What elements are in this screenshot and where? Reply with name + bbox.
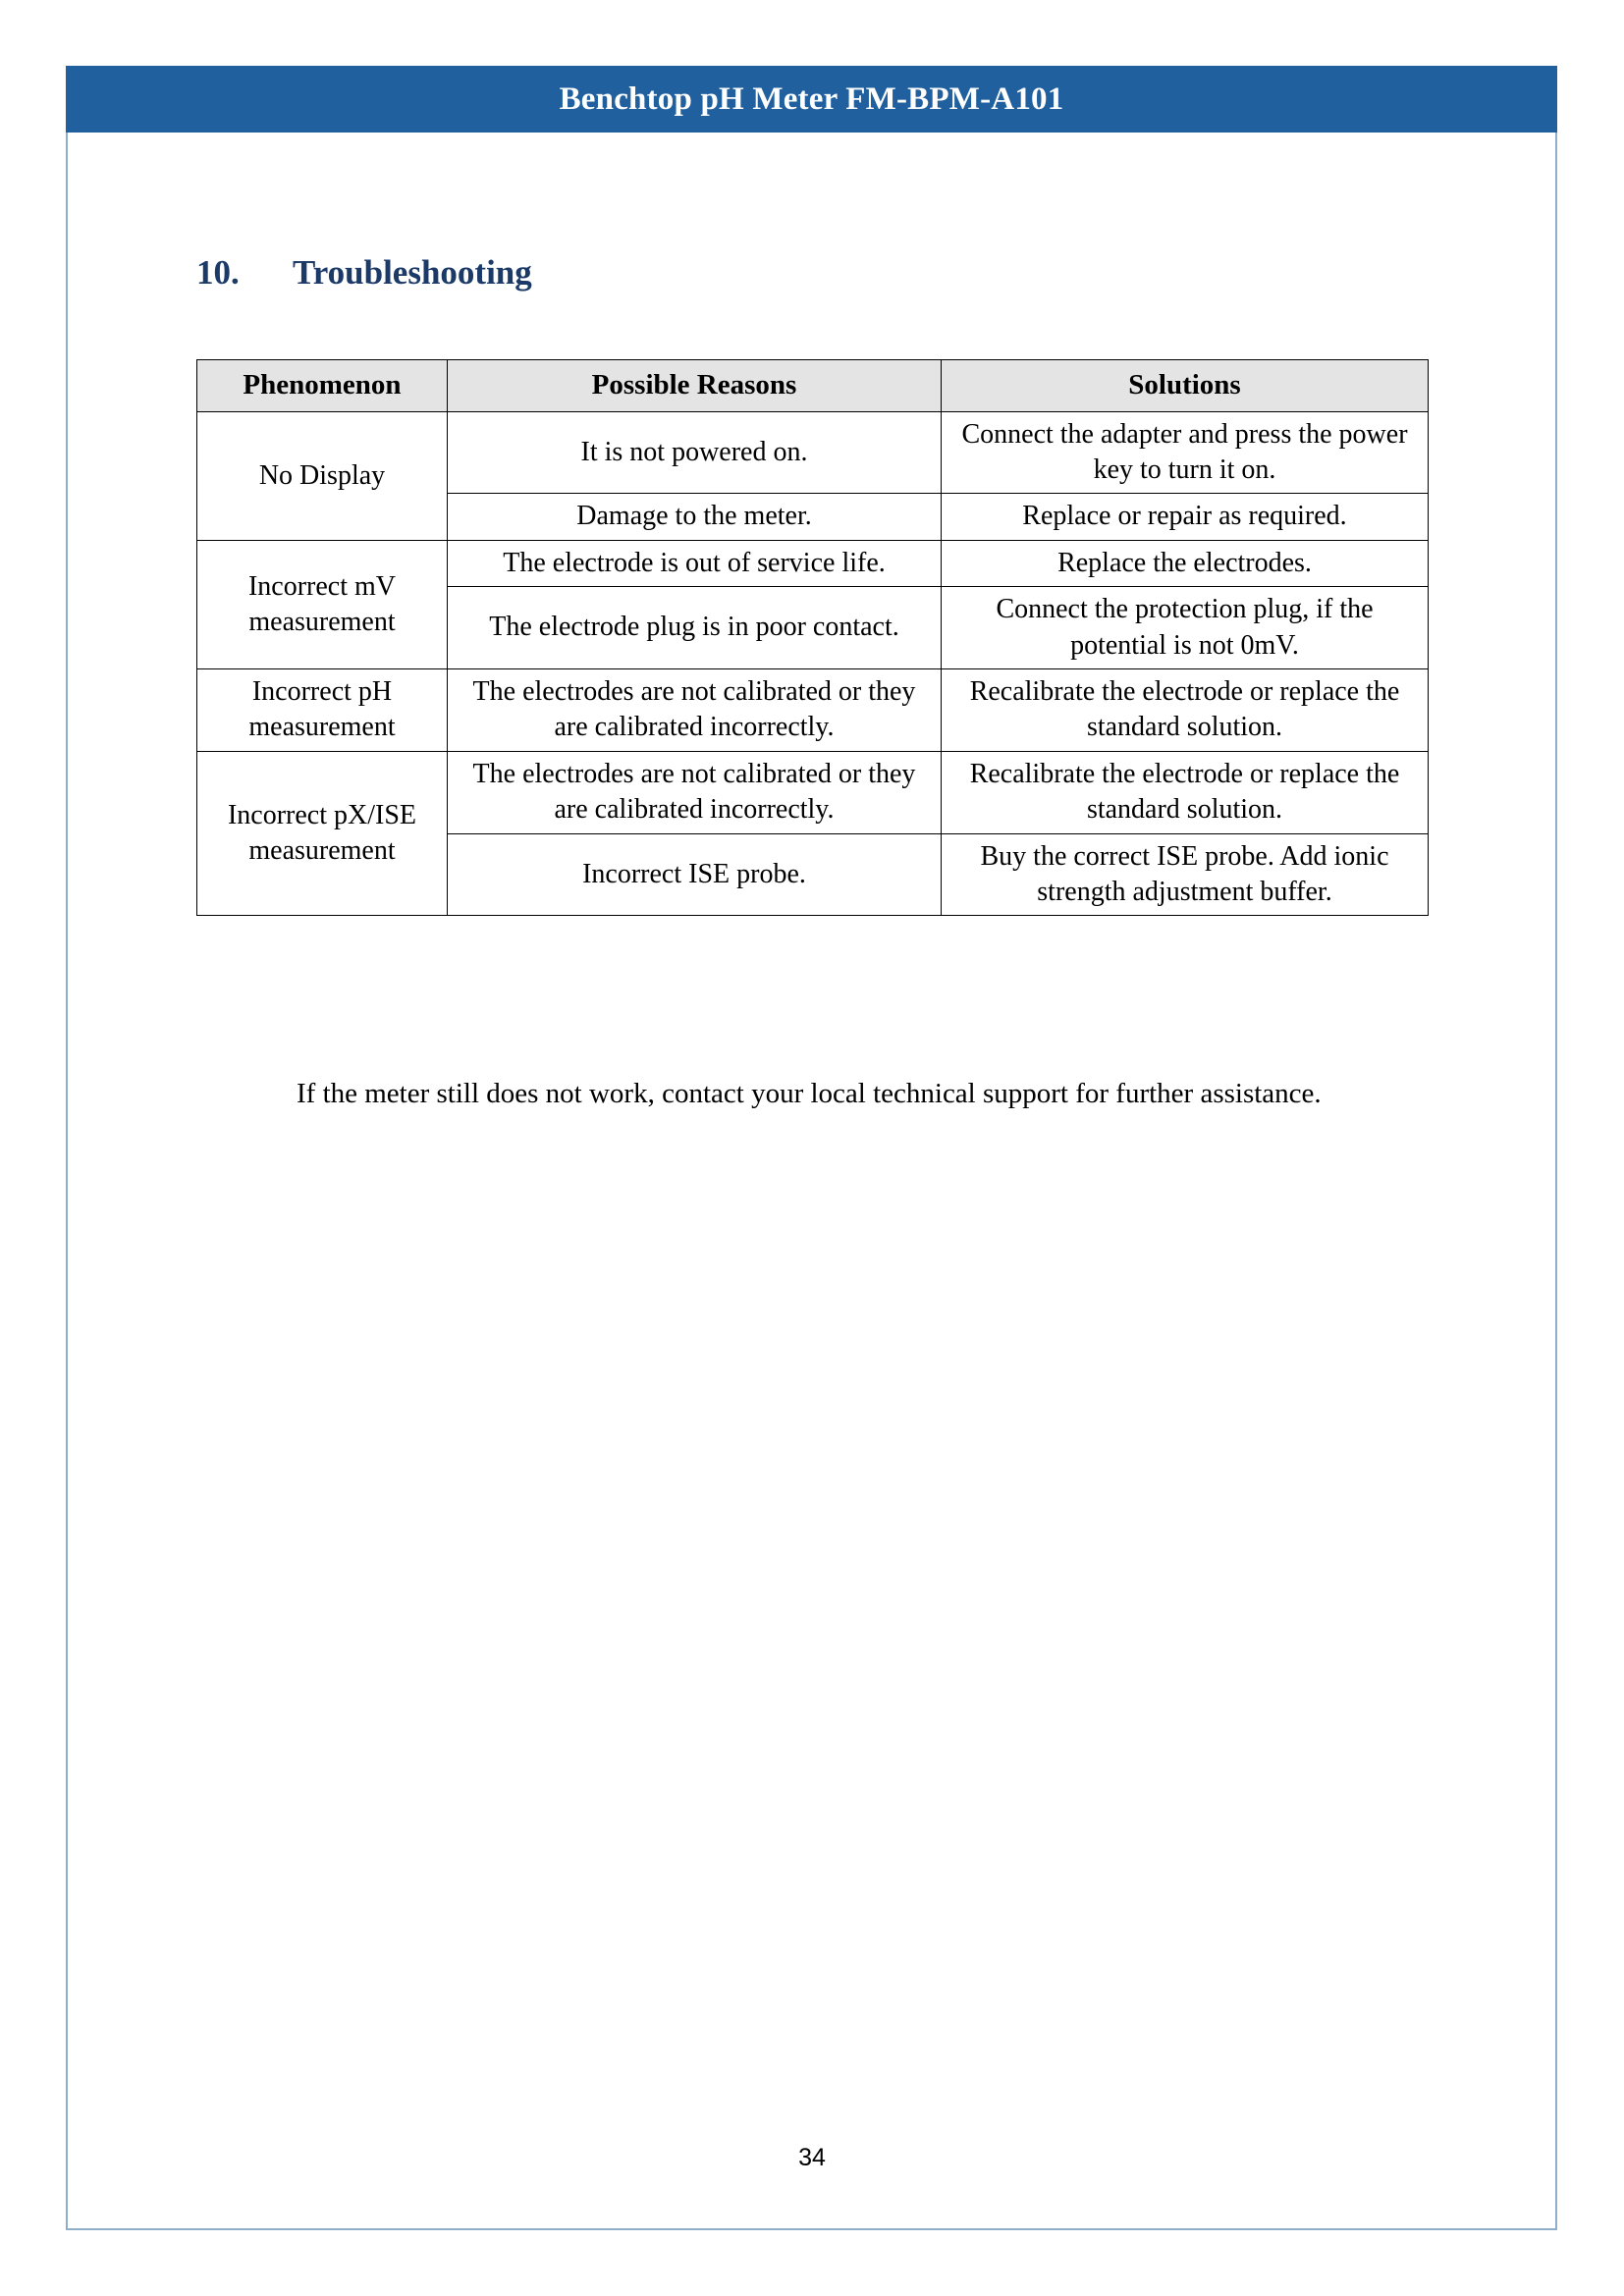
cell-phenomenon: Incorrect pX/ISE measurement (197, 751, 448, 916)
troubleshooting-table-wrapper (196, 359, 1428, 916)
table-row (197, 669, 1429, 752)
column-header-phenomenon: Phenomenon (197, 360, 448, 412)
cell-reason: Incorrect ISE probe. (448, 833, 942, 916)
cell-reason: The electrode plug is in poor contact. (448, 587, 942, 669)
cell-solution: Buy the correct ISE probe. Add ionic strength adjustment buffer. (942, 833, 1429, 916)
cell-solution: Replace the electrodes. (942, 540, 1429, 586)
cell-phenomenon: Incorrect mV measurement (197, 540, 448, 668)
cell-solution: Connect the adapter and press the power key to turn it on. (942, 411, 1429, 494)
table-body (197, 411, 1429, 916)
page-number: 34 (798, 2144, 826, 2171)
running-header-title: Benchtop pH Meter FM-BPM-A101 (559, 80, 1064, 117)
column-header-solutions: Solutions (942, 360, 1429, 412)
section-number: 10. (196, 253, 240, 292)
cell-solution: Recalibrate the electrode or replace the standard solution. (942, 751, 1429, 833)
cell-reason: It is not powered on. (448, 411, 942, 494)
cell-solution: Connect the protection plug, if the potential is not 0mV. (942, 587, 1429, 669)
table-header (197, 360, 1429, 412)
cell-solution: Recalibrate the electrode or replace the standard solution. (942, 669, 1429, 752)
cell-reason: The electrodes are not calibrated or they are calibrated incorrectly. (448, 669, 942, 752)
page-title (196, 253, 532, 293)
section-title: Troubleshooting (293, 253, 532, 292)
cell-reason: Damage to the meter. (448, 494, 942, 540)
table-header-row (197, 360, 1429, 412)
table-row (197, 540, 1429, 586)
cell-phenomenon: No Display (197, 411, 448, 540)
closing-paragraph: If the meter still does not work, contact your local technical support for further assistance. (297, 1078, 1322, 1109)
column-header-possible-reasons: Possible Reasons (448, 360, 942, 412)
cell-solution: Replace or repair as required. (942, 494, 1429, 540)
cell-phenomenon: Incorrect pH measurement (197, 669, 448, 752)
table-row (197, 751, 1429, 833)
troubleshooting-table (196, 359, 1429, 916)
cell-reason: The electrodes are not calibrated or they are calibrated incorrectly. (448, 751, 942, 833)
cell-reason: The electrode is out of service life. (448, 540, 942, 586)
document-running-header (66, 66, 1557, 133)
table-row (197, 411, 1429, 494)
